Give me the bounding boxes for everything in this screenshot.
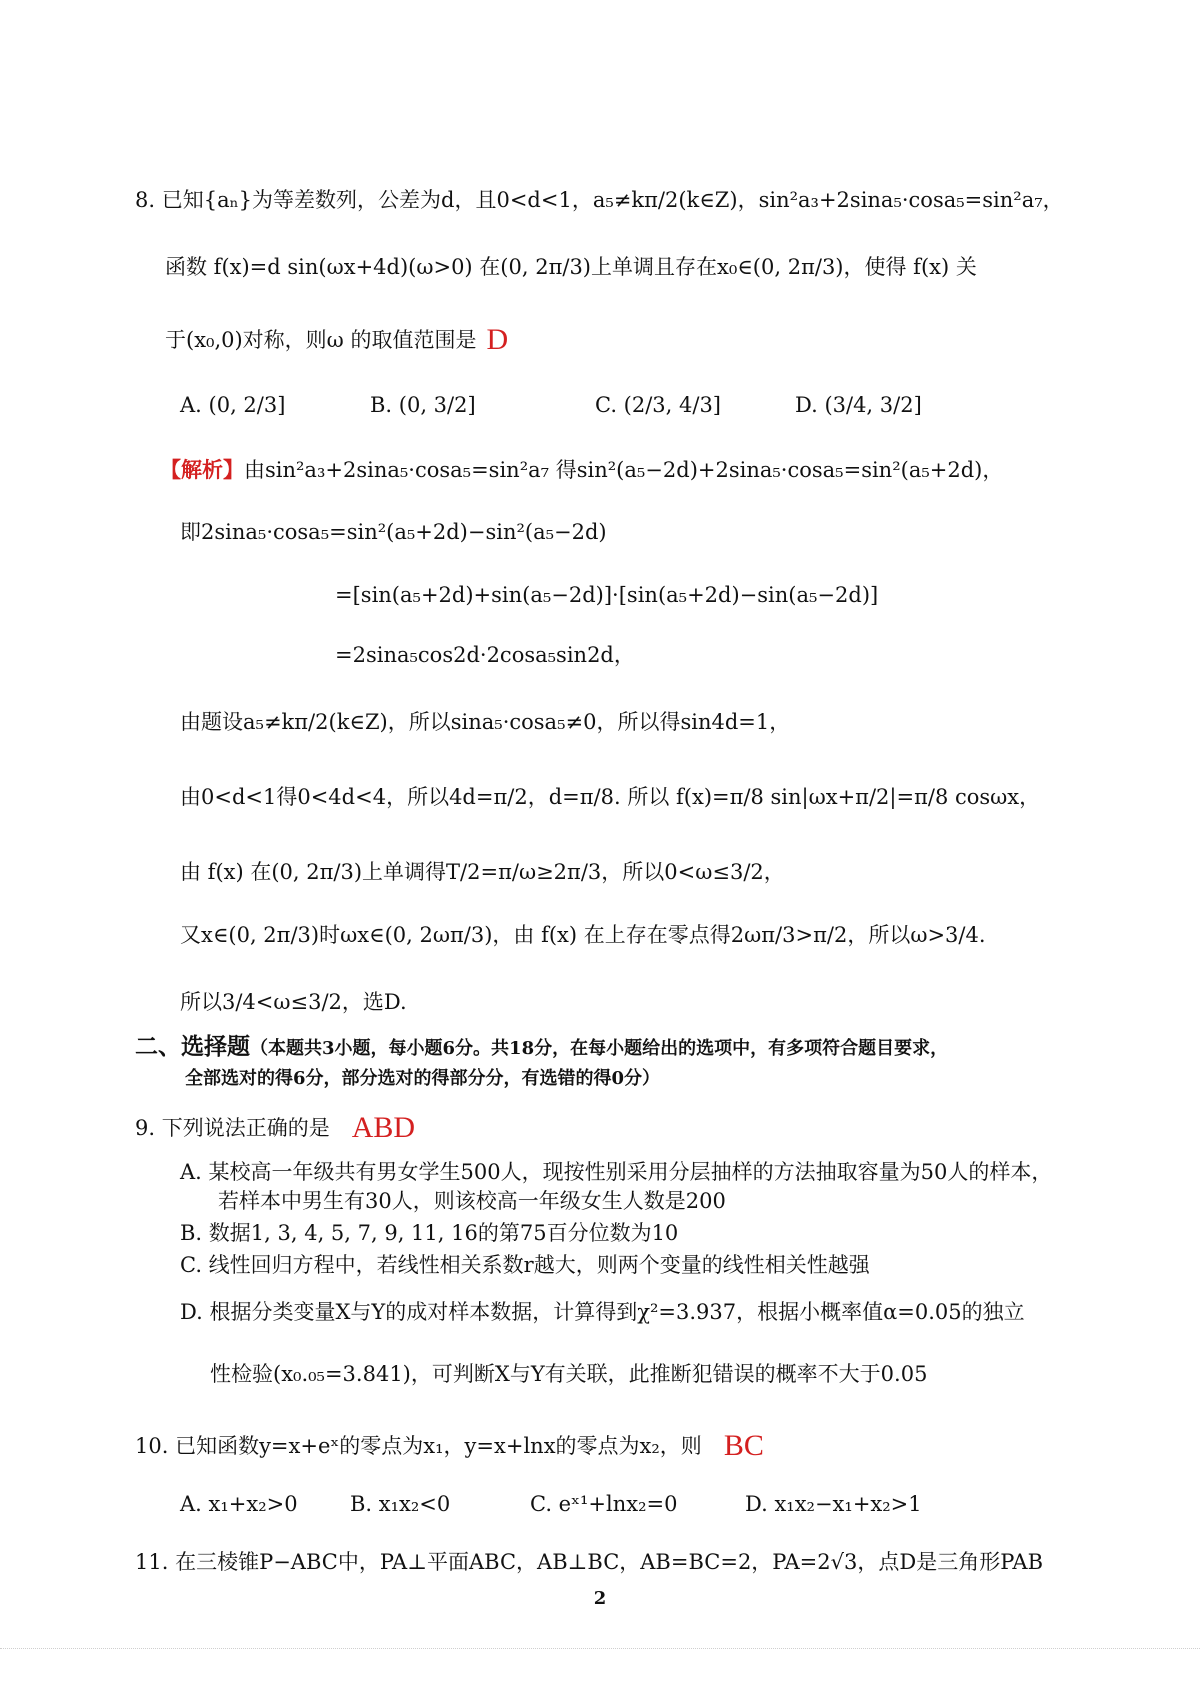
q10-option-a: A. x₁+x₂>0 [180,1492,298,1516]
page-bottom-divider [0,1648,1200,1649]
section2-title: 二、选择题 [135,1033,250,1060]
q9-option-b: B. 数据1, 3, 4, 5, 7, 9, 11, 16的第75百分位数为10 [180,1221,679,1245]
q8-option-b: B. (0, 3/2] [370,393,476,417]
q8-answer: D [486,323,509,356]
q9-option-a-line2: 若样本中男生有30人，则该校高一年级女生人数是200 [218,1189,726,1213]
solution-tag: 【解析】 [160,457,244,482]
solution-line2: 即2sina₅·cosa₅=sin²(a₅+2d)−sin²(a₅−2d) [180,520,607,544]
section2-note-2: 全部选对的得6分，部分选对的得部分分，有选错的得0分） [185,1068,661,1089]
q9-stem-line [135,1110,415,1146]
q8-option-c: C. (2/3, 4/3] [595,393,721,417]
q10-option-c: C. eˣ¹+lnx₂=0 [530,1492,678,1516]
q9-stem: 9. 下列说法正确的是 [135,1116,330,1140]
q8-option-a: A. (0, 2/3] [180,393,286,417]
q9-option-a-line1: A. 某校高一年级共有男女学生500人，现按性别采用分层抽样的方法抽取容量为50人的样本， [180,1160,1053,1184]
q10-option-d: D. x₁x₂−x₁+x₂>1 [745,1492,922,1516]
q9-answer: ABD [351,1111,416,1144]
q8-stem-text: 于(x₀,0)对称，则ω 的取值范围是 [165,328,477,352]
solution-line8: 又x∈(0, 2π/3)时ωx∈(0, 2ωπ/3)，由 f(x) 在上存在零点得2ωπ/3>π/2，所以ω>3/4. [180,923,986,947]
q8-stem-line3 [165,322,508,358]
section2-note-1: （本题共3小题，每小题6分。共18分，在每小题给出的选项中，有多项符合题目要求， [250,1038,949,1059]
section2-header [135,1033,948,1061]
q8-stem-line1: 8. 已知{aₙ}为等差数列，公差为d，且0<d<1，a₅≠kπ/2(k∈Z)，sin²a₃+2sina₅·cosa₅=sin²a₇， [135,188,1064,212]
solution-line7: 由 f(x) 在(0, 2π/3)上单调得T/2=π/ω≥2π/3，所以0<ω≤3/2， [180,860,785,884]
q10-option-b: B. x₁x₂<0 [350,1492,451,1516]
q9-option-c: C. 线性回归方程中，若线性相关系数r越大，则两个变量的线性相关性越强 [180,1253,870,1277]
solution-line5: 由题设a₅≠kπ/2(k∈Z)，所以sina₅·cosa₅≠0，所以得sin4d=1， [180,710,791,734]
q10-answer: BC [723,1429,764,1462]
solution-line4: =2sina₅cos2d·2cosa₅sin2d， [335,643,635,667]
solution-text-1: 由sin²a₃+2sina₅·cosa₅=sin²a₇ 得sin²(a₅−2d)+2sina₅·cosa₅=sin²(a₅+2d)， [244,458,1004,482]
q11-stem: 11. 在三棱锥P−ABC中，PA⊥平面ABC，AB⊥BC，AB=BC=2，PA=2√3，点D是三角形PAB [135,1550,1044,1574]
q9-option-d-line1: D. 根据分类变量X与Y的成对样本数据，计算得到χ²=3.937，根据小概率值α=0.05的独立 [180,1300,1025,1324]
q10-stem-line [135,1428,764,1464]
solution-line3: =[sin(a₅+2d)+sin(a₅−2d)]·[sin(a₅+2d)−sin(a₅−2d)] [335,583,879,607]
q9-option-d-line2: 性检验(x₀.₀₅=3.841)，可判断X与Y有关联，此推断犯错误的概率不大于0.05 [210,1362,928,1386]
q10-stem: 10. 已知函数y=x+eˣ的零点为x₁，y=x+lnx的零点为x₂，则 [135,1434,702,1458]
q8-stem-line2: 函数 f(x)=d sin(ωx+4d)(ω>0) 在(0, 2π/3)上单调且存在x₀∈(0, 2π/3)，使得 f(x) 关 [165,255,977,279]
solution-line1 [160,457,1003,483]
page-number: 2 [593,1588,607,1609]
q8-option-d: D. (3/4, 3/2] [795,393,922,417]
solution-line9: 所以3/4<ω≤3/2，选D. [180,990,407,1014]
solution-line6: 由0<d<1得0<4d<4，所以4d=π/2，d=π/8. 所以 f(x)=π/8 sin|ωx+π/2|=π/8 cosωx， [180,785,1041,809]
